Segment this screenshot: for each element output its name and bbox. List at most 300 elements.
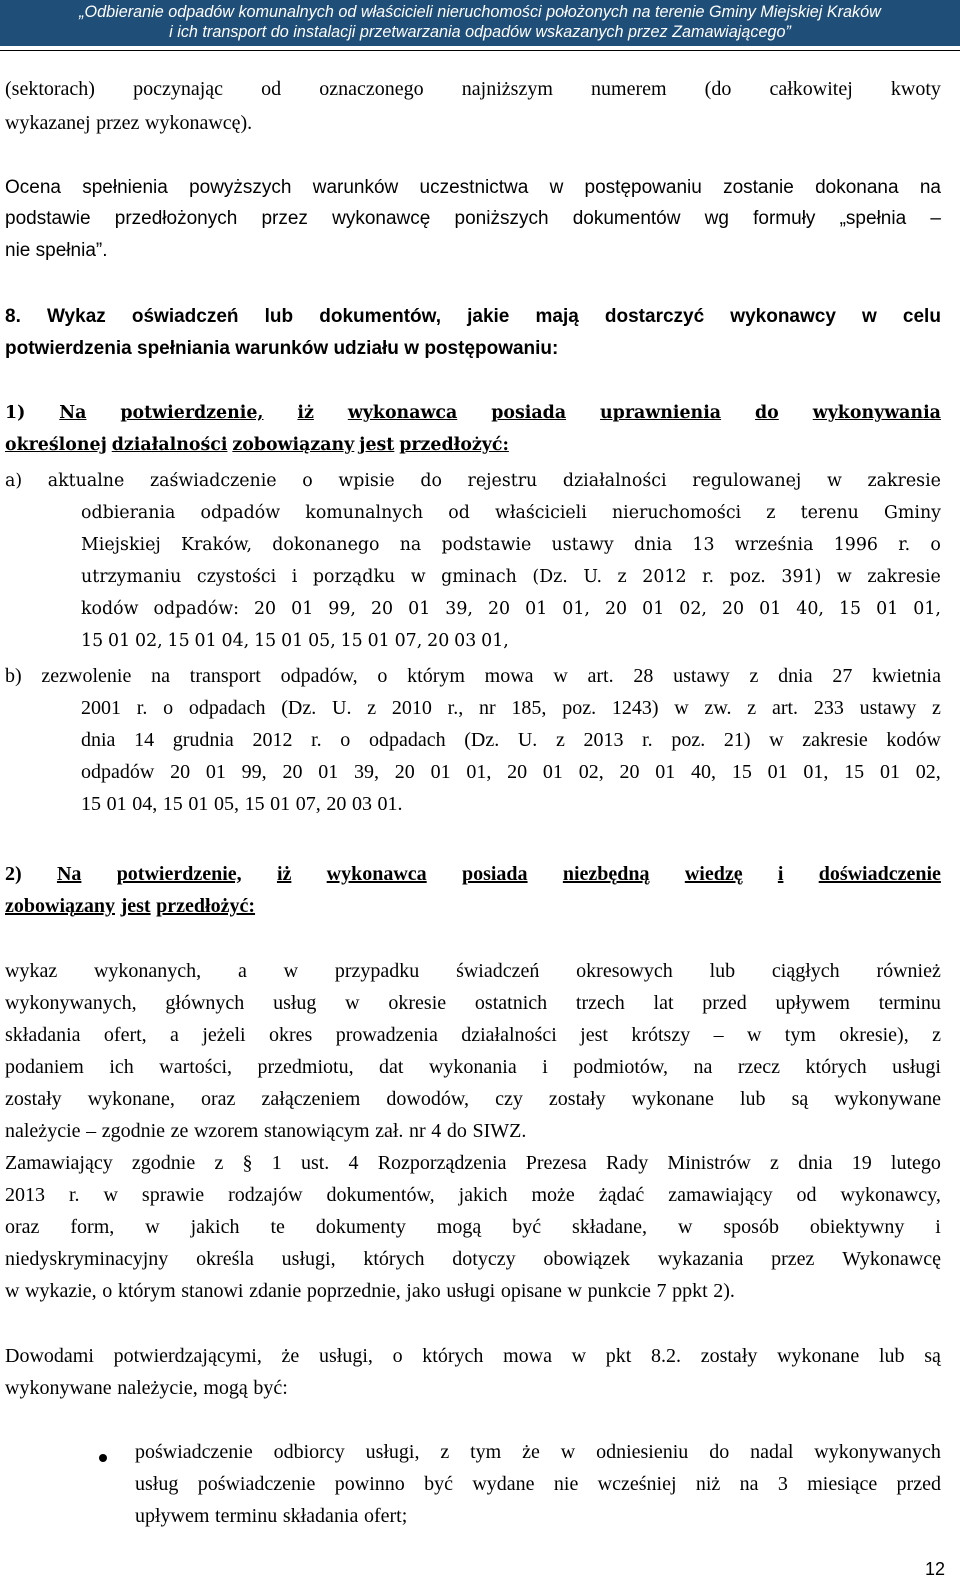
text-line-sec1	[5, 401, 941, 425]
word: w	[103, 1184, 118, 1206]
word: udziału	[333, 338, 399, 359]
word: od	[796, 1184, 817, 1206]
word: 01	[291, 599, 314, 619]
word: w	[674, 697, 689, 719]
word: 15	[254, 631, 277, 651]
word: 2)	[5, 863, 22, 885]
word: dnia	[778, 665, 813, 687]
word: przypadku	[334, 960, 420, 982]
word: kodów	[886, 729, 941, 751]
word: 2).	[713, 1280, 735, 1302]
word: 185,	[511, 697, 547, 719]
word: zakresie	[802, 729, 868, 751]
word: uprawnienia	[600, 403, 722, 423]
word: do	[755, 403, 779, 423]
word: 15	[167, 631, 190, 651]
word: 01.	[377, 793, 403, 815]
word: r.,	[447, 697, 464, 719]
word: na	[739, 1473, 759, 1495]
word: do	[709, 1441, 730, 1463]
word: wykazania	[657, 1248, 744, 1270]
word: i	[777, 863, 784, 885]
word: jakich	[458, 1184, 508, 1206]
word: –	[930, 208, 941, 229]
word: nr	[409, 1120, 426, 1142]
word: odpadów	[81, 761, 155, 783]
word: przedłożyć:	[156, 895, 256, 917]
word: r.	[136, 697, 148, 719]
word: wykazanej	[5, 112, 91, 134]
word: iż	[297, 403, 314, 423]
word: Ministrów	[667, 1152, 751, 1174]
word: w	[145, 1216, 160, 1238]
word: SIWZ.	[472, 1120, 527, 1142]
word: 19	[851, 1152, 872, 1174]
word: 7	[656, 1280, 667, 1302]
word: 01	[876, 599, 899, 619]
word: wykonanych,	[93, 960, 202, 982]
word: wykonane	[631, 1088, 714, 1110]
word: rodzajów	[228, 1184, 303, 1206]
word: 20	[253, 599, 277, 619]
word: poz.	[729, 567, 766, 587]
word: usługi	[446, 1280, 496, 1302]
word: poświadczenie	[135, 1441, 253, 1463]
word: U.	[517, 729, 538, 751]
word: terminu	[878, 992, 941, 1014]
word: jest	[359, 435, 395, 455]
word: zał.	[375, 1120, 404, 1142]
word: zostały	[548, 1088, 606, 1110]
word: 2001	[81, 697, 121, 719]
word: września	[734, 535, 814, 555]
word: mogą	[203, 1377, 248, 1399]
word: Rozporządzenia	[377, 1152, 507, 1174]
word: 01,	[481, 631, 509, 651]
word: o	[163, 697, 174, 719]
word: głównych	[165, 992, 245, 1014]
text-line-p1	[5, 111, 252, 135]
word: poz.	[671, 729, 706, 751]
word: do	[420, 471, 442, 491]
word: 3	[777, 1473, 788, 1495]
word: w	[560, 1441, 576, 1463]
word: 391)	[781, 567, 822, 587]
word: 2010	[391, 697, 432, 719]
word: Dowodami	[5, 1345, 94, 1367]
word: w	[283, 960, 299, 982]
word: składania	[282, 1505, 359, 1527]
word: wiedzę	[684, 863, 743, 885]
text-line-p4	[5, 1215, 941, 1239]
word: o	[340, 729, 351, 751]
text-line-p3	[5, 991, 941, 1015]
word: którym	[117, 1280, 176, 1302]
word: 01	[205, 761, 226, 783]
word: usług	[273, 992, 317, 1014]
word: o	[302, 471, 313, 491]
word: że	[281, 1345, 300, 1367]
word: w	[404, 338, 419, 359]
word: zostały	[5, 1088, 62, 1110]
text-line-item-b	[81, 760, 941, 784]
word: 27	[832, 665, 853, 687]
word: zostały	[700, 1345, 758, 1367]
text-line-p3	[5, 959, 941, 983]
word: wykonania	[428, 1056, 517, 1078]
word: dotyczy	[452, 1248, 516, 1270]
word: ostatnich	[474, 992, 548, 1014]
word: „spełnia	[839, 208, 907, 229]
word: Miejskiej	[81, 535, 161, 555]
word: odbierania	[81, 503, 176, 523]
word: dokumentów,	[319, 306, 441, 327]
word: jeżeli	[202, 1024, 246, 1046]
text-line-item-a	[81, 501, 941, 525]
word: z	[769, 1152, 779, 1174]
word: wykazie,	[25, 1280, 97, 1302]
text-line-item-b	[81, 696, 941, 720]
word: wykonawcę).	[145, 112, 253, 134]
word: miesiące	[807, 1473, 878, 1495]
word: dnia	[633, 535, 673, 555]
word: być	[512, 1216, 542, 1238]
word: spełnia”.	[35, 240, 108, 261]
text-line-p2	[5, 207, 941, 231]
text-line-p3	[5, 1023, 941, 1047]
word: poz.	[562, 697, 597, 719]
word: w	[862, 306, 877, 327]
word: terenu	[800, 503, 859, 523]
word: lub	[739, 1088, 766, 1110]
text-line-sec2	[5, 862, 941, 886]
word: poczynając	[133, 78, 224, 100]
word: okresowych	[576, 960, 673, 982]
word: świadczeń	[456, 960, 540, 982]
word: zaświadczenie	[149, 471, 277, 491]
word: ze	[170, 1120, 189, 1142]
word: składania	[5, 1024, 81, 1046]
word: U.	[583, 567, 602, 587]
word: wykonawcy	[730, 306, 836, 327]
text-line-item-a	[81, 629, 509, 653]
word: grudnia	[172, 729, 234, 751]
word: gminach	[441, 567, 517, 587]
word: i	[291, 567, 298, 587]
word: najniższym	[461, 78, 553, 100]
word: Wykaz	[46, 306, 106, 327]
word: odpadów,	[280, 665, 358, 687]
word: odniesieniu	[596, 1441, 689, 1463]
word: o	[392, 1345, 403, 1367]
word: 15	[81, 793, 101, 815]
word: 40,	[796, 599, 824, 619]
word: odbiorcy	[273, 1441, 345, 1463]
word: lub	[709, 960, 736, 982]
word: dostarczyć	[604, 306, 705, 327]
word: 05,	[308, 631, 336, 651]
word: żądać	[598, 1184, 645, 1206]
text-line-bullet1	[135, 1504, 407, 1528]
word: lub	[264, 306, 294, 327]
word: nie	[553, 1473, 579, 1495]
word: poświadczenie	[197, 1473, 316, 1495]
word: poniższych	[454, 208, 549, 229]
word: 2013	[5, 1184, 45, 1206]
word: usługi,	[365, 1441, 420, 1463]
word: doświadczenie	[818, 863, 941, 885]
text-line-item-a	[81, 533, 941, 557]
word: potwierdzającymi,	[113, 1345, 262, 1367]
word: zamawiający	[668, 1184, 773, 1206]
word: powinno	[334, 1473, 405, 1495]
word: 20	[507, 761, 528, 783]
word: lutego	[890, 1152, 941, 1174]
word: wykonawca	[326, 863, 427, 885]
word: ust.	[300, 1152, 330, 1174]
word: w	[677, 1216, 693, 1238]
text-line-p2	[5, 239, 108, 263]
word: 8.	[5, 306, 21, 327]
word: dokonana	[815, 177, 899, 198]
word: właścicieli	[494, 503, 587, 523]
word: jest	[120, 895, 151, 917]
word: w	[769, 729, 784, 751]
word: posiada	[491, 403, 567, 423]
word: 01	[542, 761, 563, 783]
word: podaniem	[5, 1056, 84, 1078]
word: 02,	[135, 631, 163, 651]
word: przez	[771, 1248, 815, 1270]
word: oświadczeń	[131, 306, 239, 327]
word: zw.	[704, 697, 732, 719]
word: r.	[702, 567, 714, 587]
word: podmiotów,	[573, 1056, 669, 1078]
word: oznaczonego	[319, 78, 424, 100]
word: aktualne	[47, 471, 125, 491]
word: lub	[878, 1345, 905, 1367]
word: 15	[244, 793, 265, 815]
text-line-sec2	[5, 894, 255, 918]
word: działalności	[461, 1024, 557, 1046]
word: Prezesa	[525, 1152, 587, 1174]
word: 1)	[5, 403, 26, 423]
word: i	[542, 1056, 548, 1078]
word: są	[791, 1088, 809, 1110]
word: zezwolenie	[41, 665, 132, 687]
word: 15	[731, 761, 752, 783]
text-line-sec8	[5, 305, 941, 329]
word: wykonawcy,	[840, 1184, 941, 1206]
word: w	[567, 1280, 582, 1302]
word: dokumenty	[315, 1216, 406, 1238]
word: 01	[318, 761, 339, 783]
word: 01	[194, 631, 217, 651]
word: 02,	[915, 761, 941, 783]
word: zostanie	[723, 177, 794, 198]
word: 01	[367, 631, 390, 651]
word: upływem	[775, 992, 850, 1014]
word: w	[836, 567, 852, 587]
word: §	[242, 1152, 253, 1174]
word: 01	[108, 631, 131, 651]
word: 01	[642, 599, 665, 619]
word: spełnienia	[82, 177, 168, 198]
word: ofert,	[103, 1024, 147, 1046]
word: ustawy	[673, 665, 730, 687]
word: okresie),	[839, 1024, 909, 1046]
text-line-bullet1	[135, 1440, 941, 1464]
word: r.	[311, 729, 322, 751]
word: 20	[721, 599, 745, 619]
text-line-item-a	[81, 565, 941, 589]
word: działalności	[111, 435, 228, 455]
word: 15	[81, 631, 104, 651]
word: trzech	[575, 992, 625, 1014]
word: z	[749, 665, 759, 687]
word: 04,	[221, 631, 250, 651]
word: regulowanej	[692, 471, 802, 491]
word: a	[237, 960, 247, 982]
word: 01,	[562, 599, 590, 619]
word: niedyskryminacyjny	[5, 1248, 169, 1270]
word: r.	[642, 729, 653, 751]
word: wykonawcę	[332, 208, 431, 229]
word: punkcie	[587, 1280, 651, 1302]
word: czy	[495, 1088, 523, 1110]
text-line-p4	[5, 1183, 941, 1207]
text-line-p3	[5, 1055, 941, 1079]
running-header-line-1: „Odbieranie odpadów komunalnych od właścicieli nieruchomości położonych na terenie Gminy Miejskiej Kraków	[79, 3, 881, 21]
word: określonej	[5, 435, 107, 455]
word: 233	[813, 697, 844, 719]
word: przed	[702, 992, 747, 1014]
word: należycie,	[117, 1377, 198, 1399]
word: 03	[351, 793, 372, 815]
word: upływem	[135, 1505, 210, 1527]
word: zgodnie	[101, 1120, 165, 1142]
word: 01	[408, 599, 431, 619]
word: zakresie	[867, 471, 941, 491]
word: 04,	[132, 793, 158, 815]
word: dokonanego	[272, 535, 380, 555]
word: mowa	[484, 665, 534, 687]
word: niż	[695, 1473, 721, 1495]
word: r.	[68, 1184, 80, 1206]
word: 15	[838, 599, 862, 619]
word: załączeniem	[261, 1088, 361, 1110]
word: rejestru	[467, 471, 538, 491]
word: 20	[487, 599, 511, 619]
word: 01	[655, 761, 676, 783]
word: kodów	[81, 599, 139, 619]
word: Kraków,	[180, 535, 253, 555]
word: sprawie	[141, 1184, 205, 1206]
word: do	[446, 1120, 467, 1142]
word: mowa	[503, 1345, 552, 1367]
word: r.	[898, 535, 911, 555]
word: z	[440, 1441, 450, 1463]
word: nieruchomości	[611, 503, 742, 523]
word: komunalnych	[305, 503, 424, 523]
text-line-p4	[5, 1279, 735, 1303]
word: kwoty	[890, 78, 941, 100]
text-line-item-b	[81, 728, 941, 752]
word: dowodów,	[386, 1088, 469, 1110]
word: usługi	[892, 1056, 941, 1078]
word: przedmiotu,	[257, 1056, 354, 1078]
word: 8.2.	[651, 1345, 682, 1367]
word: z	[617, 567, 627, 587]
word: 01,	[913, 599, 941, 619]
word: Rady	[606, 1152, 649, 1174]
word: których	[805, 1056, 867, 1078]
word: zobowiązany	[232, 435, 355, 455]
word: 01	[879, 761, 900, 783]
word: nr	[478, 697, 496, 719]
word: tym	[470, 1441, 502, 1463]
word: w	[746, 1024, 762, 1046]
word: postępowaniu	[584, 177, 702, 198]
word: Gminy	[884, 503, 941, 523]
running-header	[0, 0, 960, 46]
word: 03	[454, 631, 477, 651]
word: na	[919, 177, 941, 198]
word: ustawy	[859, 697, 917, 719]
word: (Dz.	[281, 697, 317, 719]
running-header-line-2: i ich transport do instalacji przetwarzania odpadów wskazanych przez Zamawiającego”	[169, 23, 791, 41]
text-line-p5	[5, 1376, 288, 1400]
word: jako	[406, 1280, 441, 1302]
word: 20	[427, 631, 450, 651]
word: w	[571, 1345, 587, 1367]
word: wykonywane	[834, 1088, 941, 1110]
word: 4	[431, 1120, 442, 1142]
word: potwierdzenie,	[120, 403, 264, 423]
word: Zamawiający	[5, 1152, 113, 1174]
word: opisane	[500, 1280, 562, 1302]
word: w	[826, 471, 842, 491]
word: wg	[704, 208, 729, 229]
text-line-p3	[5, 1087, 941, 1111]
word: U.	[332, 697, 352, 719]
word: odpadach	[368, 729, 446, 751]
word: w	[553, 665, 568, 687]
word: z	[555, 729, 565, 751]
word: 20	[370, 599, 394, 619]
word: powyższych	[189, 177, 292, 198]
word: oraz	[5, 1216, 40, 1238]
word: 20	[394, 761, 415, 783]
word: terminu	[215, 1505, 278, 1527]
word: 07,	[394, 631, 423, 651]
word: form,	[70, 1216, 115, 1238]
word: 02,	[679, 599, 707, 619]
word: wykonawca	[347, 403, 458, 423]
page-number: 12	[924, 1559, 945, 1579]
word: ciągłych	[771, 960, 840, 982]
word: na	[151, 665, 171, 687]
word: w	[345, 992, 360, 1014]
text-line-item-a	[81, 597, 941, 621]
word: okres	[269, 1024, 313, 1046]
word: porządku	[312, 567, 396, 587]
word: może	[531, 1184, 575, 1206]
word: których	[363, 1248, 425, 1270]
word: kwietnia	[872, 665, 941, 687]
word: ppkt	[672, 1280, 708, 1302]
word: sposób	[723, 1216, 779, 1238]
